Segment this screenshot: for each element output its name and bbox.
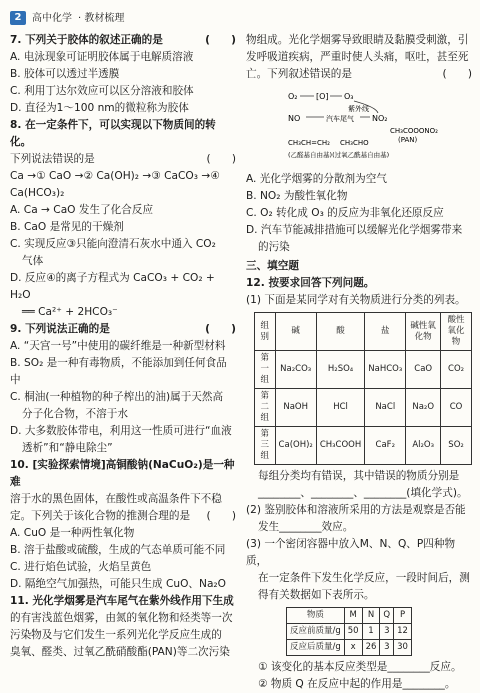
mass-table-cell: 50 [344, 624, 362, 640]
diagram-pan-label: (PAN) [398, 136, 418, 144]
classification-table-cell: 第二组 [255, 389, 276, 427]
page-number: 2 [10, 11, 26, 25]
right_mid-line: D. 汽车节能减排措施可以缓解光化学烟雾带来 [246, 224, 463, 236]
left-line: 下列说法错误的是 ( ) [10, 151, 236, 168]
left-line: 的有害浅蓝色烟雾，由氮的氧化物和烃类等一次 [10, 612, 233, 624]
diagram-o2: O₂ [288, 92, 298, 101]
left-line: 11. 光化学烟雾是汽车尾气在紫外线作用下生成 [10, 595, 234, 607]
classification-table-cell: NaOH [275, 389, 316, 427]
left-line: A. Ca → CaO 发生了化合反应 [10, 204, 154, 216]
classification-table-row [255, 351, 472, 389]
left-line: 透析”和“静电除尘” [22, 442, 113, 454]
answer-paren: ( ) [206, 510, 236, 522]
diagram-ald: CH₃CHO [340, 139, 369, 147]
right-top-text [246, 32, 472, 83]
book-title: 高中化学 [32, 12, 72, 24]
page-header [10, 10, 124, 26]
answer-paren: ( ) [206, 153, 236, 165]
classification-table [254, 312, 472, 465]
classification-table-header: 酸性氧化物 [441, 313, 472, 351]
answer-paren: ( ) [205, 323, 236, 335]
left-line: 定。下列关于该化合物的推测合理的是 ( ) [10, 508, 236, 525]
diagram-exhaust: 汽车尾气 [326, 115, 354, 123]
left-line: 分子化合物，不溶于水 [22, 408, 128, 420]
classification-table-cell: NaCl [365, 389, 406, 427]
left-line: A. CuO 是一种两性氧化物 [10, 527, 135, 539]
left-line: B. 胶体可以透过半透膜 [10, 68, 120, 80]
mass-table-header: N [362, 608, 380, 624]
right_mid-line: 12. 按要求回答下列问题。 [246, 277, 375, 289]
left-line: D. 直径为1～100 nm的微粒称为胶体 [10, 102, 189, 114]
classification-table-cell: 第三组 [255, 427, 276, 465]
left-line: 臭氧、醛类、过氧乙酰硝酸酯(PAN)等二次污染 [10, 646, 230, 658]
mass-table [286, 607, 412, 656]
mass-table-row [287, 624, 412, 640]
left-line: B. CaO 是常见的干燥剂 [10, 221, 124, 233]
classification-table-cell: CaF₂ [365, 427, 406, 465]
mass-table-cell: 26 [362, 640, 380, 656]
right_bot-line: 得有关数据如下表所示。 [258, 589, 375, 601]
right_mid-line: A. 光化学烟雾的分散剂为空气 [246, 173, 387, 185]
mass-table-cell: x [344, 640, 362, 656]
mass-table-cell: 反应后质量/g [287, 640, 345, 656]
classification-table-cell: CO₂ [441, 351, 472, 389]
photochemical-diagram [286, 87, 446, 161]
right_mid-line: (1) 下面是某同学对有关物质进行分类的列表。 [246, 294, 466, 306]
classification-table-cell: CO [441, 389, 472, 427]
right_bot-line: 在一定条件下发生化学反应，一段时间后，测 [258, 572, 470, 584]
diagram-no: NO [288, 114, 301, 123]
left-line: 污染物及与它们发生一系列光化学反应生成的 [10, 629, 222, 641]
right_bot-line: (2) 鉴别胶体和溶液所采用的方法是观察是否能 [246, 504, 466, 516]
classification-table-header: 碱性氧化物 [406, 313, 441, 351]
answer-paren: ( ) [205, 34, 236, 46]
left-line: 8. 在一定条件下，可以实现以下物质间的转化。 [10, 119, 216, 148]
left-line: D. 隔绝空气加强热，可能只生成 CuO、Na₂O [10, 578, 227, 590]
classification-table-cell: NaHCO₃ [365, 351, 406, 389]
left-line: 7. 下列关于胶体的叙述正确的是 ( ) [10, 32, 236, 49]
right-end-text [246, 659, 472, 693]
right_end-line: ② 物质 Q 在反应中起的作用是________。 [258, 678, 456, 690]
diagram-uv: 紫外线 [348, 105, 369, 113]
classification-table-cell: Al₂O₃ [406, 427, 441, 465]
diagram-hc: CH₃CH=CH₂ [288, 139, 330, 147]
right-column [246, 32, 472, 693]
answer-paren: ( ) [442, 68, 472, 80]
mass-table-header: P [394, 608, 412, 624]
right_bot-line: 每组分类均有错误，其中错误的物质分别是 [258, 470, 460, 482]
right-bottom-text [246, 468, 472, 604]
classification-table-cell: SO₂ [441, 427, 472, 465]
left-line: B. SO₂ 是一种有毒物质，不能添加到任何食品中 [10, 357, 227, 386]
right_top-line: 物组成。光化学烟雾导致眼睛及黏膜受刺激，引 [246, 34, 469, 46]
left-line: C. 桐油(一种植物的种子榨出的油)属于天然高 [10, 391, 224, 403]
right_top-line: 亡。下列叙述错误的是 ( ) [246, 66, 472, 83]
right_bot-line: (3) 一个密闭容器中放入M、N、Q、P四种物质， [246, 538, 456, 567]
right_mid-line: 三、填空题 [246, 260, 299, 272]
left-line: Ca →① CaO →② Ca(OH)₂ →③ CaCO₃ →④ Ca(HCO₃)₂ [10, 170, 220, 199]
left-line: 10. [实验探索情境]高铜酸钠(NaCuO₂)是一种难 [10, 459, 235, 488]
diagram-o: [O] [316, 92, 329, 101]
classification-table-cell: CH₃COOH [316, 427, 364, 465]
classification-table-header: 碱 [275, 313, 316, 351]
classification-table-cell: HCl [316, 389, 364, 427]
mass-table-cell: 12 [394, 624, 412, 640]
left-line: A. 电泳现象可证明胶体属于电解质溶液 [10, 51, 194, 63]
classification-table-cell: 第一组 [255, 351, 276, 389]
diagram-o3: O₃ [344, 92, 354, 101]
diagram-pan: CH₃COOONO₂ [390, 127, 438, 135]
classification-table-cell: CaO [406, 351, 441, 389]
classification-table-cell: Na₂O [406, 389, 441, 427]
classification-table-header: 盐 [365, 313, 406, 351]
mass-table-cell: 30 [394, 640, 412, 656]
right_mid-line: 的污染 [258, 241, 290, 253]
classification-table-header: 组别 [255, 313, 276, 351]
classification-table-row [255, 389, 472, 427]
right_mid-line: C. O₂ 转化成 O₃ 的反应为非氧化还原反应 [246, 207, 444, 219]
left-line: C. 进行焰色试验，火焰呈黄色 [10, 561, 152, 573]
mass-table-header: Q [380, 608, 394, 624]
classification-table-header: 酸 [316, 313, 364, 351]
mass-table-cell: 3 [380, 624, 394, 640]
left-line: 气体 [22, 255, 44, 267]
left-line: B. 溶于盐酸或硫酸，生成的气态单质可能不同 [10, 544, 226, 556]
left-column [10, 32, 236, 661]
left-line: C. 实现反应③只能向澄清石灰水中通入 CO₂ [10, 238, 216, 250]
right_end-line: ① 该变化的基本反应类型是________反应。 [258, 661, 462, 673]
classification-table-cell: H₂SO₄ [316, 351, 364, 389]
mass-table-row [287, 640, 412, 656]
mass-table-cell: 3 [380, 640, 394, 656]
right_top-line: 发呼吸道疾病，严重时使人头痛，呕吐，甚至死 [246, 51, 469, 63]
mass-table-cell: 反应前质量/g [287, 624, 345, 640]
mass-table-cell: 1 [362, 624, 380, 640]
classification-table-row [255, 427, 472, 465]
diagram-no2: NO₂ [372, 114, 388, 123]
section-title: · 教材梳理 [78, 12, 125, 24]
left-line: ══ Ca²⁺ + 2HCO₃⁻ [22, 306, 118, 318]
left-line: 9. 下列说法正确的是 ( ) [10, 321, 236, 338]
right_bot-line: ________、________、________(填化学式)。 [258, 487, 468, 499]
classification-table-cell: Ca(OH)₂ [275, 427, 316, 465]
left-line: C. 利用丁达尔效应可以区分溶液和胶体 [10, 85, 194, 97]
left-line: 溶于水的黑色固体，在酸性或高温条件下不稳 [10, 493, 222, 505]
right_bot-line: 发生________效应。 [258, 521, 354, 533]
diagram-caption: (乙醛基自由基)(过氧乙酰基自由基) [288, 151, 390, 159]
mass-table-header: 物质 [287, 608, 345, 624]
right_mid-line: B. NO₂ 为酸性氧化物 [246, 190, 348, 202]
left-line: D. 大多数胶体带电，利用这一性质可进行“血液 [10, 425, 232, 437]
classification-table-cell: Na₂CO₃ [275, 351, 316, 389]
right-mid-text [246, 171, 472, 309]
left-line: D. 反应④的离子方程式为 CaCO₃ + CO₂ + H₂O [10, 272, 215, 301]
mass-table-header: M [344, 608, 362, 624]
left-line: A. “天宫一号”中使用的碳纤维是一种新型材料 [10, 340, 226, 352]
